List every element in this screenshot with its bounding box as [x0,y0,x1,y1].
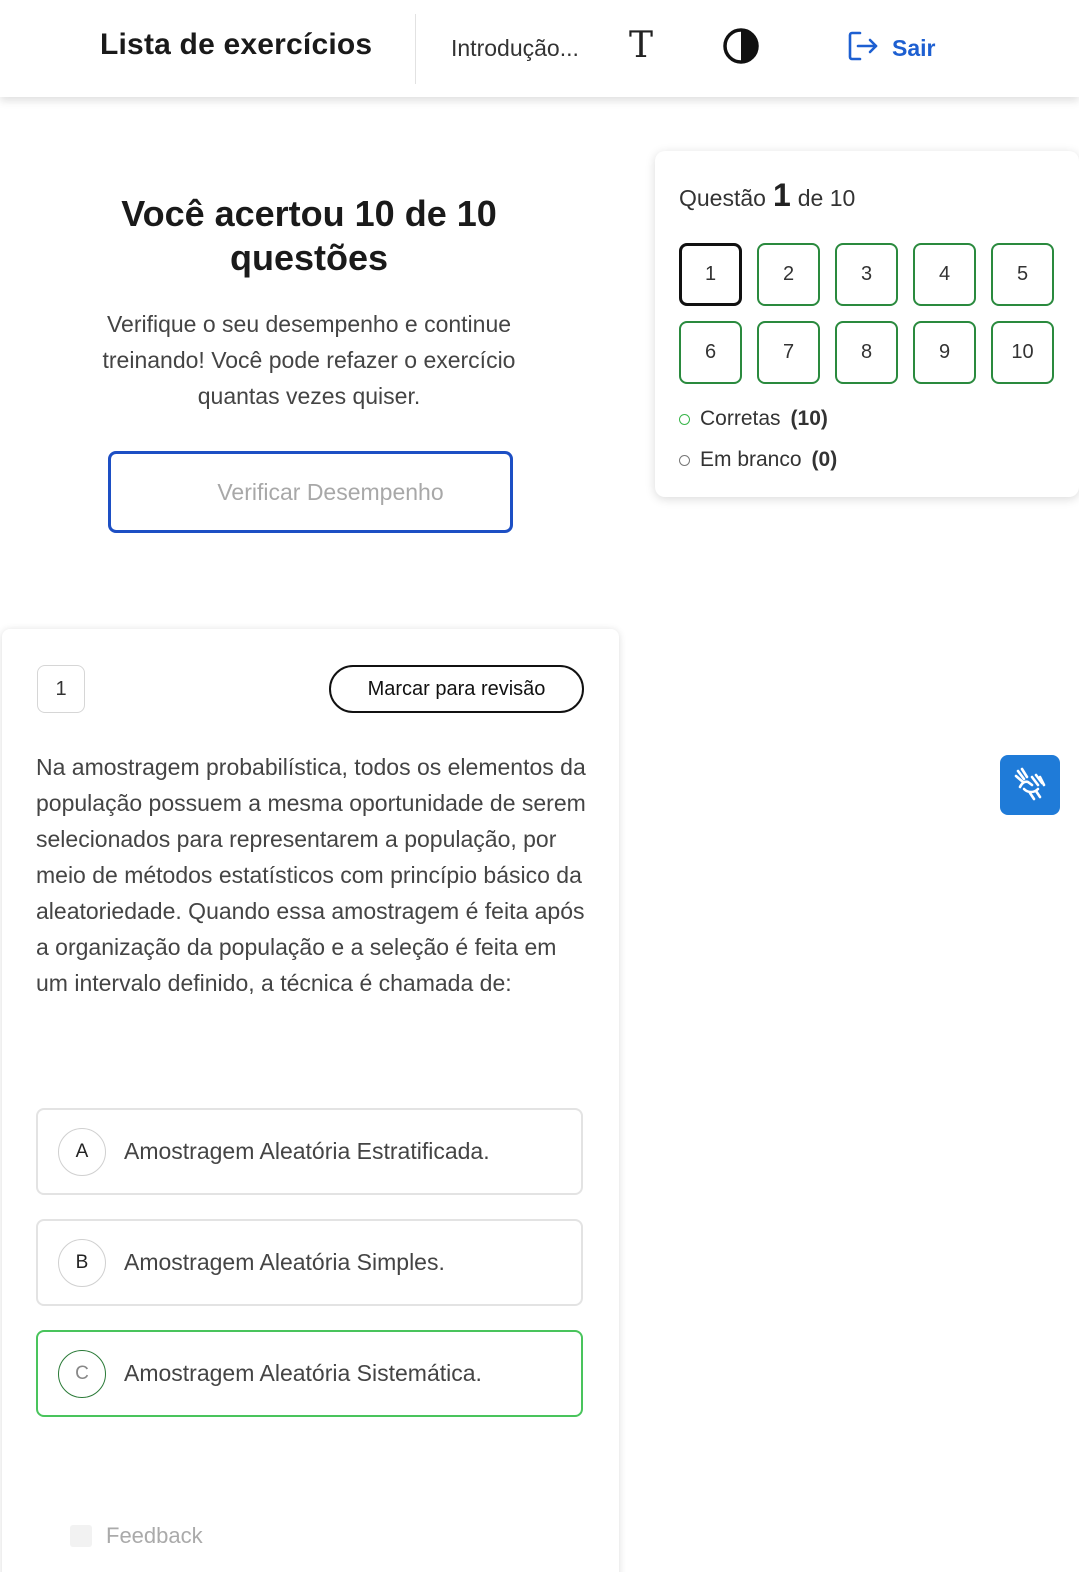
legend-correct [679,407,828,431]
header-divider [415,14,416,84]
feedback-label: Feedback [106,1523,203,1548]
question-button-7[interactable]: 7 [757,321,820,384]
question-button-9[interactable]: 9 [913,321,976,384]
logout-icon [846,29,880,68]
feedback-toggle[interactable] [70,1523,203,1549]
logout-button[interactable] [846,29,935,67]
legend-blank [679,448,837,472]
question-button-6[interactable]: 6 [679,321,742,384]
feedback-icon [70,1525,92,1547]
question-button-4[interactable]: 4 [913,243,976,306]
top-bar [0,0,1079,97]
option-letter: C [58,1350,106,1398]
question-card [2,629,619,1572]
question-grid [679,243,1054,384]
question-button-1[interactable]: 1 [679,243,742,306]
result-description: Verifique o seu desempenho e continue treinando! Você pode refazer o exercício quantas vezes quiser. [102,311,516,409]
option-letter: B [58,1239,106,1287]
mark-for-review-button[interactable]: Marcar para revisão [329,665,584,713]
verify-performance-button[interactable]: Verificar Desempenho [108,451,513,533]
navigator-label-suffix: de 10 [797,185,856,211]
legend-blank-label: Em branco [700,448,802,471]
option-a[interactable] [36,1108,583,1195]
question-button-3[interactable]: 3 [835,243,898,306]
result-title: Você acertou 10 de 10 questões [121,193,497,278]
sign-language-button[interactable] [1000,755,1060,815]
navigator-heading [679,177,855,214]
question-button-5[interactable]: 5 [991,243,1054,306]
option-b[interactable] [36,1219,583,1306]
text-size-icon[interactable]: T [628,25,653,66]
contrast-icon[interactable] [722,27,760,65]
option-text: Amostragem Aleatória Sistemática. [124,1360,482,1386]
legend-blank-count: (0) [811,448,838,471]
navigator-current-number: 1 [772,177,791,213]
question-text: Na amostragem probabilística, todos os elementos da população possuem a mesma oportunidade de serem selecionados para representarem a população, por meio de métodos estatísticos com princípio básico da aleatoriedade. Quando essa amostragem é feita após a organização da população e a seleção é feita em um intervalo definido, a técnica é chamada de: [36,754,586,996]
navigator-label-prefix: Questão [679,185,766,211]
logout-label: Sair [892,34,936,61]
correct-dot-icon [679,414,690,425]
app-title: Lista de exercícios [100,28,373,61]
question-button-10[interactable]: 10 [991,321,1054,384]
legend-correct-label: Corretas [700,407,781,430]
option-text: Amostragem Aleatória Simples. [124,1249,445,1275]
sign-language-hands-icon [1010,763,1050,808]
legend-correct-count: (10) [790,407,828,430]
option-letter: A [58,1128,106,1176]
question-number: 1 [37,665,85,713]
question-navigator [655,151,1079,497]
course-name[interactable]: Introdução... [451,35,579,61]
option-c[interactable] [36,1330,583,1417]
blank-dot-icon [679,455,690,466]
option-text: Amostragem Aleatória Estratificada. [124,1138,490,1164]
question-button-8[interactable]: 8 [835,321,898,384]
question-button-2[interactable]: 2 [757,243,820,306]
